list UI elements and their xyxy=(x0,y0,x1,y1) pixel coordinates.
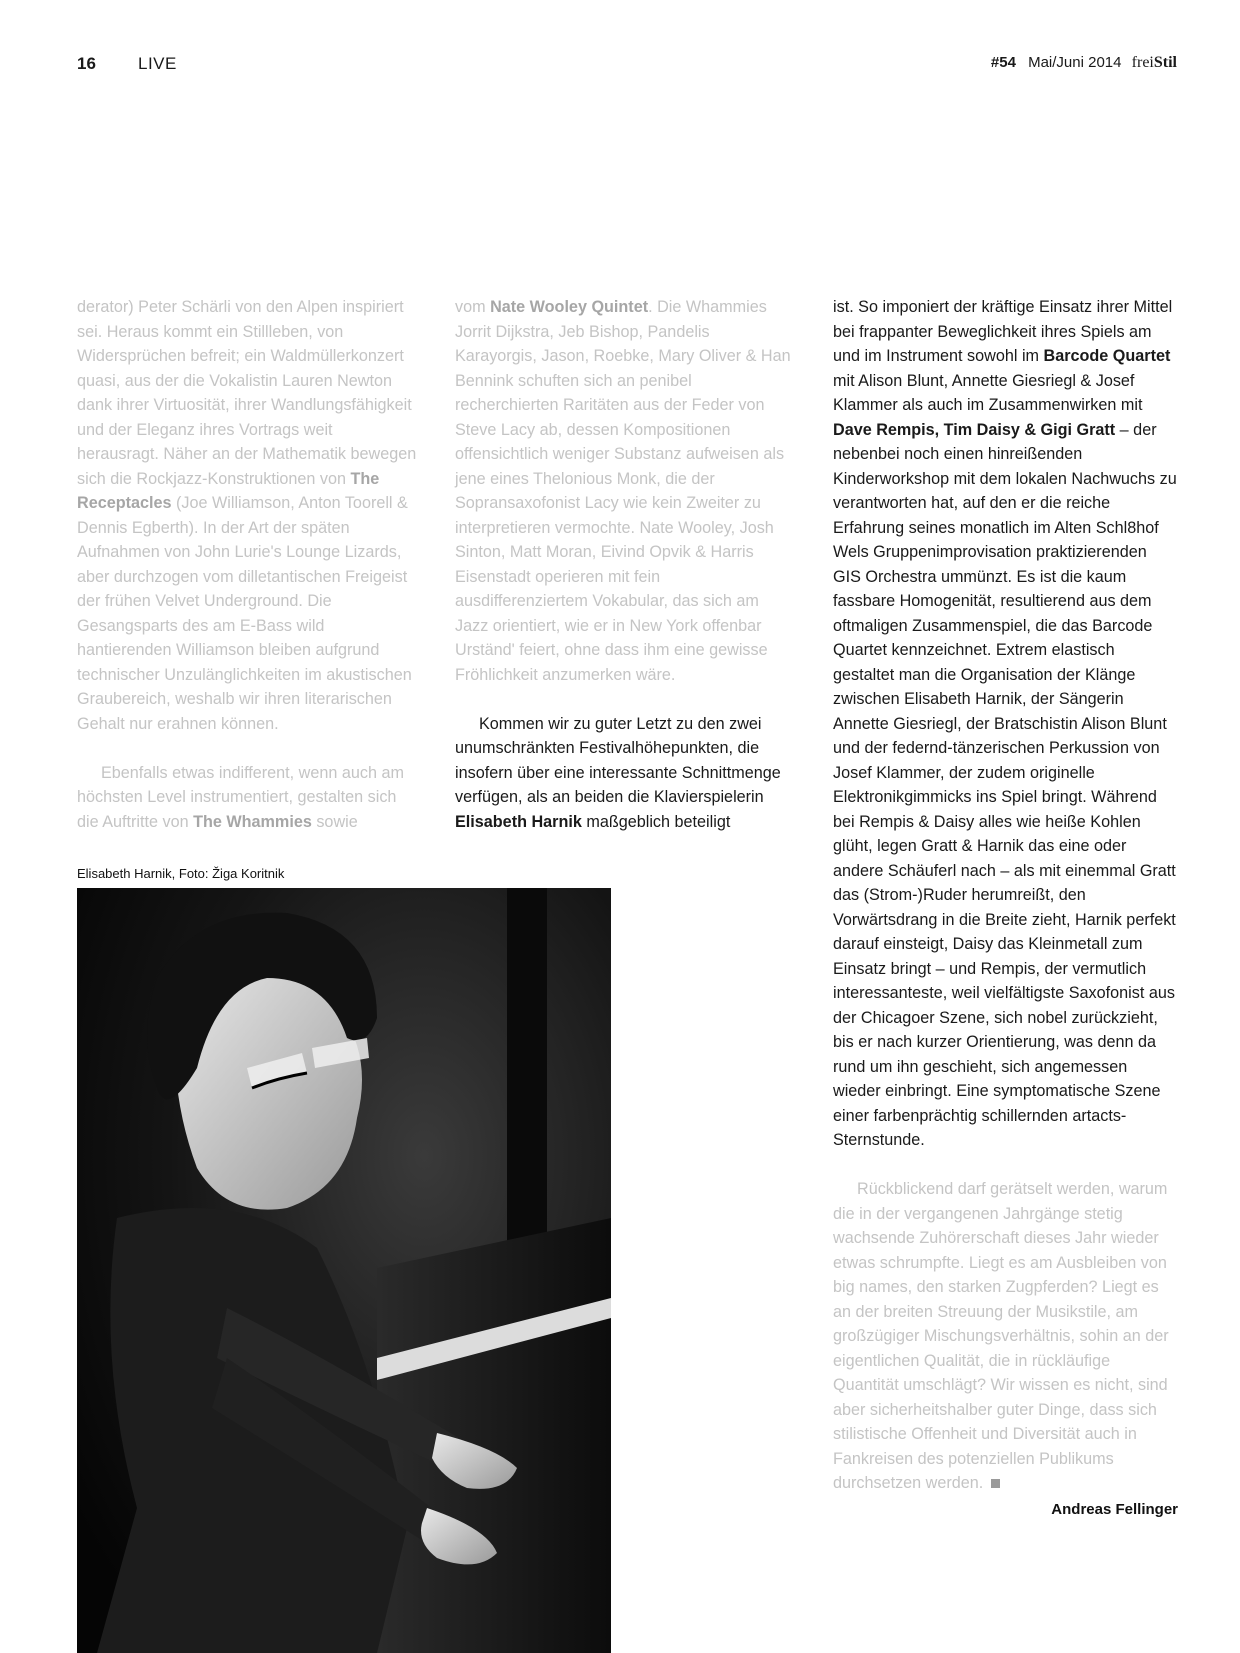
band-name: Dave Rempis, Tim Daisy & Gigi Gratt xyxy=(833,420,1116,439)
issue-date: Mai/Juni 2014 xyxy=(1028,54,1122,71)
band-name: Barcode Quartet xyxy=(1043,347,1171,365)
photo-caption xyxy=(77,866,284,881)
brand-prefix: frei xyxy=(1131,54,1154,71)
band-name: The Whammies xyxy=(193,812,312,831)
paragraph: vom Nate Wooley Quintet. Die Whammies Jorrit Dijkstra, Jeb Bishop, Pandelis Karayorgis, Jason, Roebke, Mary Oliver & Han Bennink schuften sich an penibel recherchierten Raritäten aus der Feder von Steve Lacy ab, dessen Kompositionen offensichtlich weniger Substanz aufweisen als jene eines Thelonious Monk, die der Sopransaxofonist Lacy wie kein Zweiter zu interpretieren vermochte. Nate Wooley, Josh Sinton, Matt Moran, Eivind Opvik & Harris Eisenstadt operieren mit fein ausdifferenziertem Vokabular, das sich am Jazz orientiert, wie er in New York offenbar Urständ' feiert, ohne dass ihm eine gewisse Fröhlichkeit anzumerken wäre. xyxy=(455,298,791,684)
article-column-1 xyxy=(77,295,417,834)
issue-info xyxy=(991,54,1177,72)
photo-illustration xyxy=(77,888,611,1653)
caption-name: Elisabeth Harnik xyxy=(77,866,172,881)
page-number: 16 xyxy=(77,54,96,73)
paragraph: Rückblickend darf gerätselt werden, warum die in der vergangenen Jahrgänge stetig wachsende Zuhörerschaft dieses Jahr wieder etwas schrumpfte. Liegt es am Ausbleiben von big names, den starken Zugpferden? Liegt es an der breiten Streuung der Musikstile, am großzügiger Mischungsverhältnis, sohin an der eigentlichen Qualität, die in rückläufige Quantität umschlägt? Wir wissen es nicht, sind aber sicherheitshalber guter Dinge, dass sich stilistische Offenheit und Diversität auch in Fankreisen des potenziellen Publikums durchsetzen werden. xyxy=(833,1180,1169,1492)
end-mark-icon xyxy=(991,1479,1000,1488)
caption-credit: , Foto: Žiga Koritnik xyxy=(171,866,285,881)
article-column-3 xyxy=(833,295,1178,1522)
article-column-2 xyxy=(455,295,795,834)
band-name: Nate Wooley Quintet xyxy=(490,298,649,316)
paragraph: Kommen wir zu guter Letzt zu den zwei unumschränkten Festivalhöhepunkten, die insofern über eine interessante Schnittmenge verfügen, als an beiden die Klavierspielerin Elisabeth Harnik maßgeblich beteiligt xyxy=(455,714,781,831)
section-title: LIVE xyxy=(138,54,177,73)
brand-suffix: Stil xyxy=(1153,54,1177,71)
author-byline: Andreas Fellinger xyxy=(1051,1500,1178,1518)
artist-name: Elisabeth Harnik xyxy=(455,812,582,831)
magazine-logo xyxy=(1132,54,1177,71)
paragraph: Ebenfalls etwas indifferent, wenn auch am höchsten Level instrumentiert, gestalten sich die Auftritte von The Whammies sowie xyxy=(77,763,404,831)
photo-pianist xyxy=(77,888,611,1653)
issue-number: #54 xyxy=(990,54,1016,71)
band-name: The Receptacles xyxy=(77,469,380,512)
paragraph: derator) Peter Schärli von den Alpen inspiriert sei. Heraus kommt ein Stillleben, von Widersprüchen befreit; ein Waldmüllerkonzert quasi, aus der die Vokalistin Lauren Newton dank ihrer Virtuosität, ihrer Wandlungsfähigkeit und der Eleganz ihres Vortrags weit herausragt. Näher an der Mathematik bewegen sich die Rockjazz-Konstruktionen von The Receptacles (Joe Williamson, Anton Toorell & Dennis Egberth). In der Art der späten Aufnahmen von John Lurie's Lounge Lizards, aber durchzogen vom dilletantischen Freigeist der frühen Velvet Underground. Die Gesangsparts des am E-Bass wild hantierenden Williamson bleiben aufgrund technischer Unzulänglichkeiten im akustischen Graubereich, weshalb wir ihren literarischen Gehalt nur erahnen können. xyxy=(77,298,417,733)
paragraph: ist. So imponiert der kräftige Einsatz ihrer Mittel bei frappanter Beweglichkeit ihres Spiels am und im Instrument sowohl im Barcode Quartet mit Alison Blunt, Annette Giesriegl & Josef Klammer als auch im Zusammenwirken mit Dave Rempis, Tim Daisy & Gigi Gratt – der nebenbei noch einen hinreißenden Kinderworkshop mit dem lokalen Nachwuchs zu verantworten hat, auf den er die reiche Erfahrung seines monatlich im Alten Schl8hof Wels Gruppenimprovisation praktizierenden GIS Orchestra ummünzt. Es ist die kaum fassbare Homogenität, resultierend aus dem oftmaligen Zusammenspiel, die das Barcode Quartet kennzeichnet. Extrem elastisch gestaltet man die Organisation der Klänge zwischen Elisabeth Harnik, der Sängerin Annette Giesriegl, der Bratschistin Alison Blunt und der federnd-tänzerischen Perkussion von Josef Klammer, der zudem originelle Elektronikgimmicks ins Spiel bringt. Während bei Rempis & Daisy alles wie heiße Kohlen glüht, legen Gratt & Harnik das eine oder andere Schäuferl nach – als mit einemmal Gratt das (Strom-)Ruder herumreißt, den Vorwärtsdrang in die Breite zieht, Harnik perfekt darauf einsteigt, Daisy das Kleinmetall zum Einsatz bringt – und Rempis, der vermutlich interessanteste, weil vielfältigste Saxofonist aus der Chicagoer Szene, sich nobel zurückzieht, bis er nach kurzer Orientierung, was denn da rund um ihn geschieht, sich angemessen wieder einbringt. Eine symptomatische Szene einer farbenprächtig schillernden artacts-Sternstunde. xyxy=(833,298,1177,1149)
